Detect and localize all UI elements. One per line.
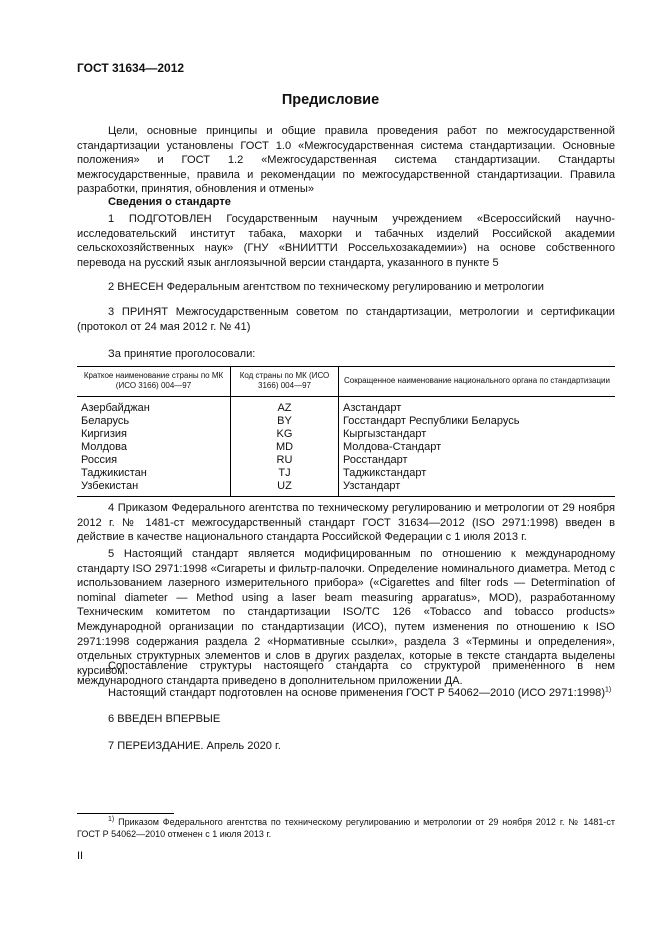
page-title: Предисловие xyxy=(281,92,380,108)
table-row xyxy=(77,480,615,497)
country-cell: Узбекистан xyxy=(77,480,231,497)
item-5-comparison-paragraph: Сопоставление структуры настоящего стандарта со структурой примененного в нем международного стандарта приведено в дополнительном приложении ДА. xyxy=(77,660,615,687)
code-cell: BY xyxy=(231,415,339,428)
code-cell: MD xyxy=(231,441,339,454)
standards-body-cell: Молдова-Стандарт xyxy=(343,441,442,453)
footnote-text: Приказом Федерального агентства по техническому регулированию и метрологии от 29 ноября 2012 г. № 1481-ст ГОСТ Р 54062—2010 отменен с 1 июля 2013 г. xyxy=(77,817,615,839)
table-row xyxy=(77,428,615,441)
country-cell: Россия xyxy=(77,454,231,467)
table-header-body: Сокращенное наименование национального органа по стандартизации xyxy=(339,367,616,397)
table-header-row xyxy=(77,367,615,397)
standards-body-cell: Таджикстандарт xyxy=(343,467,427,479)
table-header-code: Код страны по МК (ИСО 3166) 004—97 xyxy=(231,367,339,397)
item-3-paragraph: 3 ПРИНЯТ Межгосударственным советом по стандартизации, метрологии и сертификации (протокол от 24 мая 2012 г. № 41) xyxy=(77,306,615,333)
intro-paragraph: Цели, основные принципы и общие правила проведения работ по межгосударственной стандартизации установлены ГОСТ 1.0 «Межгосударственная система стандартизации. Основные положения» и ГОСТ 1.2 «Межгосударственная система стандартизации. Стандарты межгосударственные, правила и рекомендации по межгосударственной стандартизации. Правила разработки, принятия, обновления и отмены» xyxy=(77,125,615,196)
table-header-country: Краткое наименование страны по МК (ИСО 3166) 004—97 xyxy=(77,367,231,397)
footnote-separator xyxy=(77,813,174,814)
table-row xyxy=(77,397,615,416)
code-cell: RU xyxy=(231,454,339,467)
document-code-header: ГОСТ 31634—2012 xyxy=(77,61,185,75)
country-cell: Молдова xyxy=(77,441,231,454)
table-row xyxy=(77,467,615,480)
footnote-marker: 1) xyxy=(108,816,115,823)
code-cell: UZ xyxy=(231,480,339,497)
voting-countries-table xyxy=(77,366,615,497)
code-cell: TJ xyxy=(231,467,339,480)
footnote-reference: 1) xyxy=(605,686,612,694)
item-1-paragraph: 1 ПОДГОТОВЛЕН Государственным научным учреждением «Всероссийский научно-исследовательский институт табака, махорки и табачных изделий Российской академии сельскохозяйственных наук» (ГНУ «ВНИИТТИ Россельхозакадемии») на основе собственного перевода на русский язык англоязычной версии стандарта, указанного в пункте 5 xyxy=(77,213,615,269)
item-7-paragraph: 7 ПЕРЕИЗДАНИЕ. Апрель 2020 г. xyxy=(108,740,281,752)
table-row xyxy=(77,415,615,428)
standards-body-cell: Росстандарт xyxy=(343,454,408,466)
section-heading: Сведения о стандарте xyxy=(108,196,231,208)
country-cell: Киргизия xyxy=(77,428,231,441)
standards-body-cell: Узстандарт xyxy=(339,480,616,497)
page-number: II xyxy=(77,850,84,862)
standards-body-cell: Кыргызстандарт xyxy=(343,428,427,440)
item-4-paragraph: 4 Приказом Федерального агентства по техническому регулированию и метрологии от 29 ноября 2012 г. № 1481-ст межгосударственный стандарт ГОСТ 31634—2012 (ISO 2971:1998) введен в действие в качестве национального стандарта Российской Федерации с 1 июля 2013 г. xyxy=(77,502,615,544)
item-5-basis-paragraph xyxy=(77,686,615,701)
item-2-paragraph: 2 ВНЕСЕН Федеральным агентством по техническому регулированию и метрологии xyxy=(108,281,544,293)
country-cell: Таджикистан xyxy=(77,467,231,480)
country-cell: Беларусь xyxy=(77,415,231,428)
item-6-paragraph: 6 ВВЕДЕН ВПЕРВЫЕ xyxy=(108,713,221,725)
code-cell: KG xyxy=(231,428,339,441)
footnote xyxy=(77,816,615,840)
country-cell: Азербайджан xyxy=(77,397,231,416)
code-cell: AZ xyxy=(231,397,339,416)
table-row xyxy=(77,454,615,467)
item-5-basis-text: Настоящий стандарт подготовлен на основе применения ГОСТ Р 54062—2010 (ИСО 2971:1998) xyxy=(108,687,606,699)
table-row xyxy=(77,441,615,454)
standards-body-cell: Госстандарт Республики Беларусь xyxy=(343,415,520,427)
item-5-paragraph: 5 Настоящий стандарт является модифицированным по отношению к международному стандарту ISO 2971:1998 «Сигареты и фильтр-палочки. Определение номинального диаметра. Метод с использованием лазерного измерительного прибора» («Cigarettes and filter rods — Determination of nominal diameter — Method using a laser beam measuring apparatus», MOD), разработанному Техническим комитетом по стандартизации ISO/TC 126 «Tobacco and tobacco products» Международной организации по стандартизации (ИСО), путем изменения по отношению к ISO 2971:1998 содержания раздела 2 «Нормативные ссылки», раздела 3 «Термины и определения», отдельных структурных элементов и слов в других разделах, которые в тексте стандарта выделены курсивом. xyxy=(77,548,615,677)
voted-label: За принятие проголосовали: xyxy=(108,348,256,360)
standards-body-cell: Азстандарт xyxy=(343,402,402,414)
